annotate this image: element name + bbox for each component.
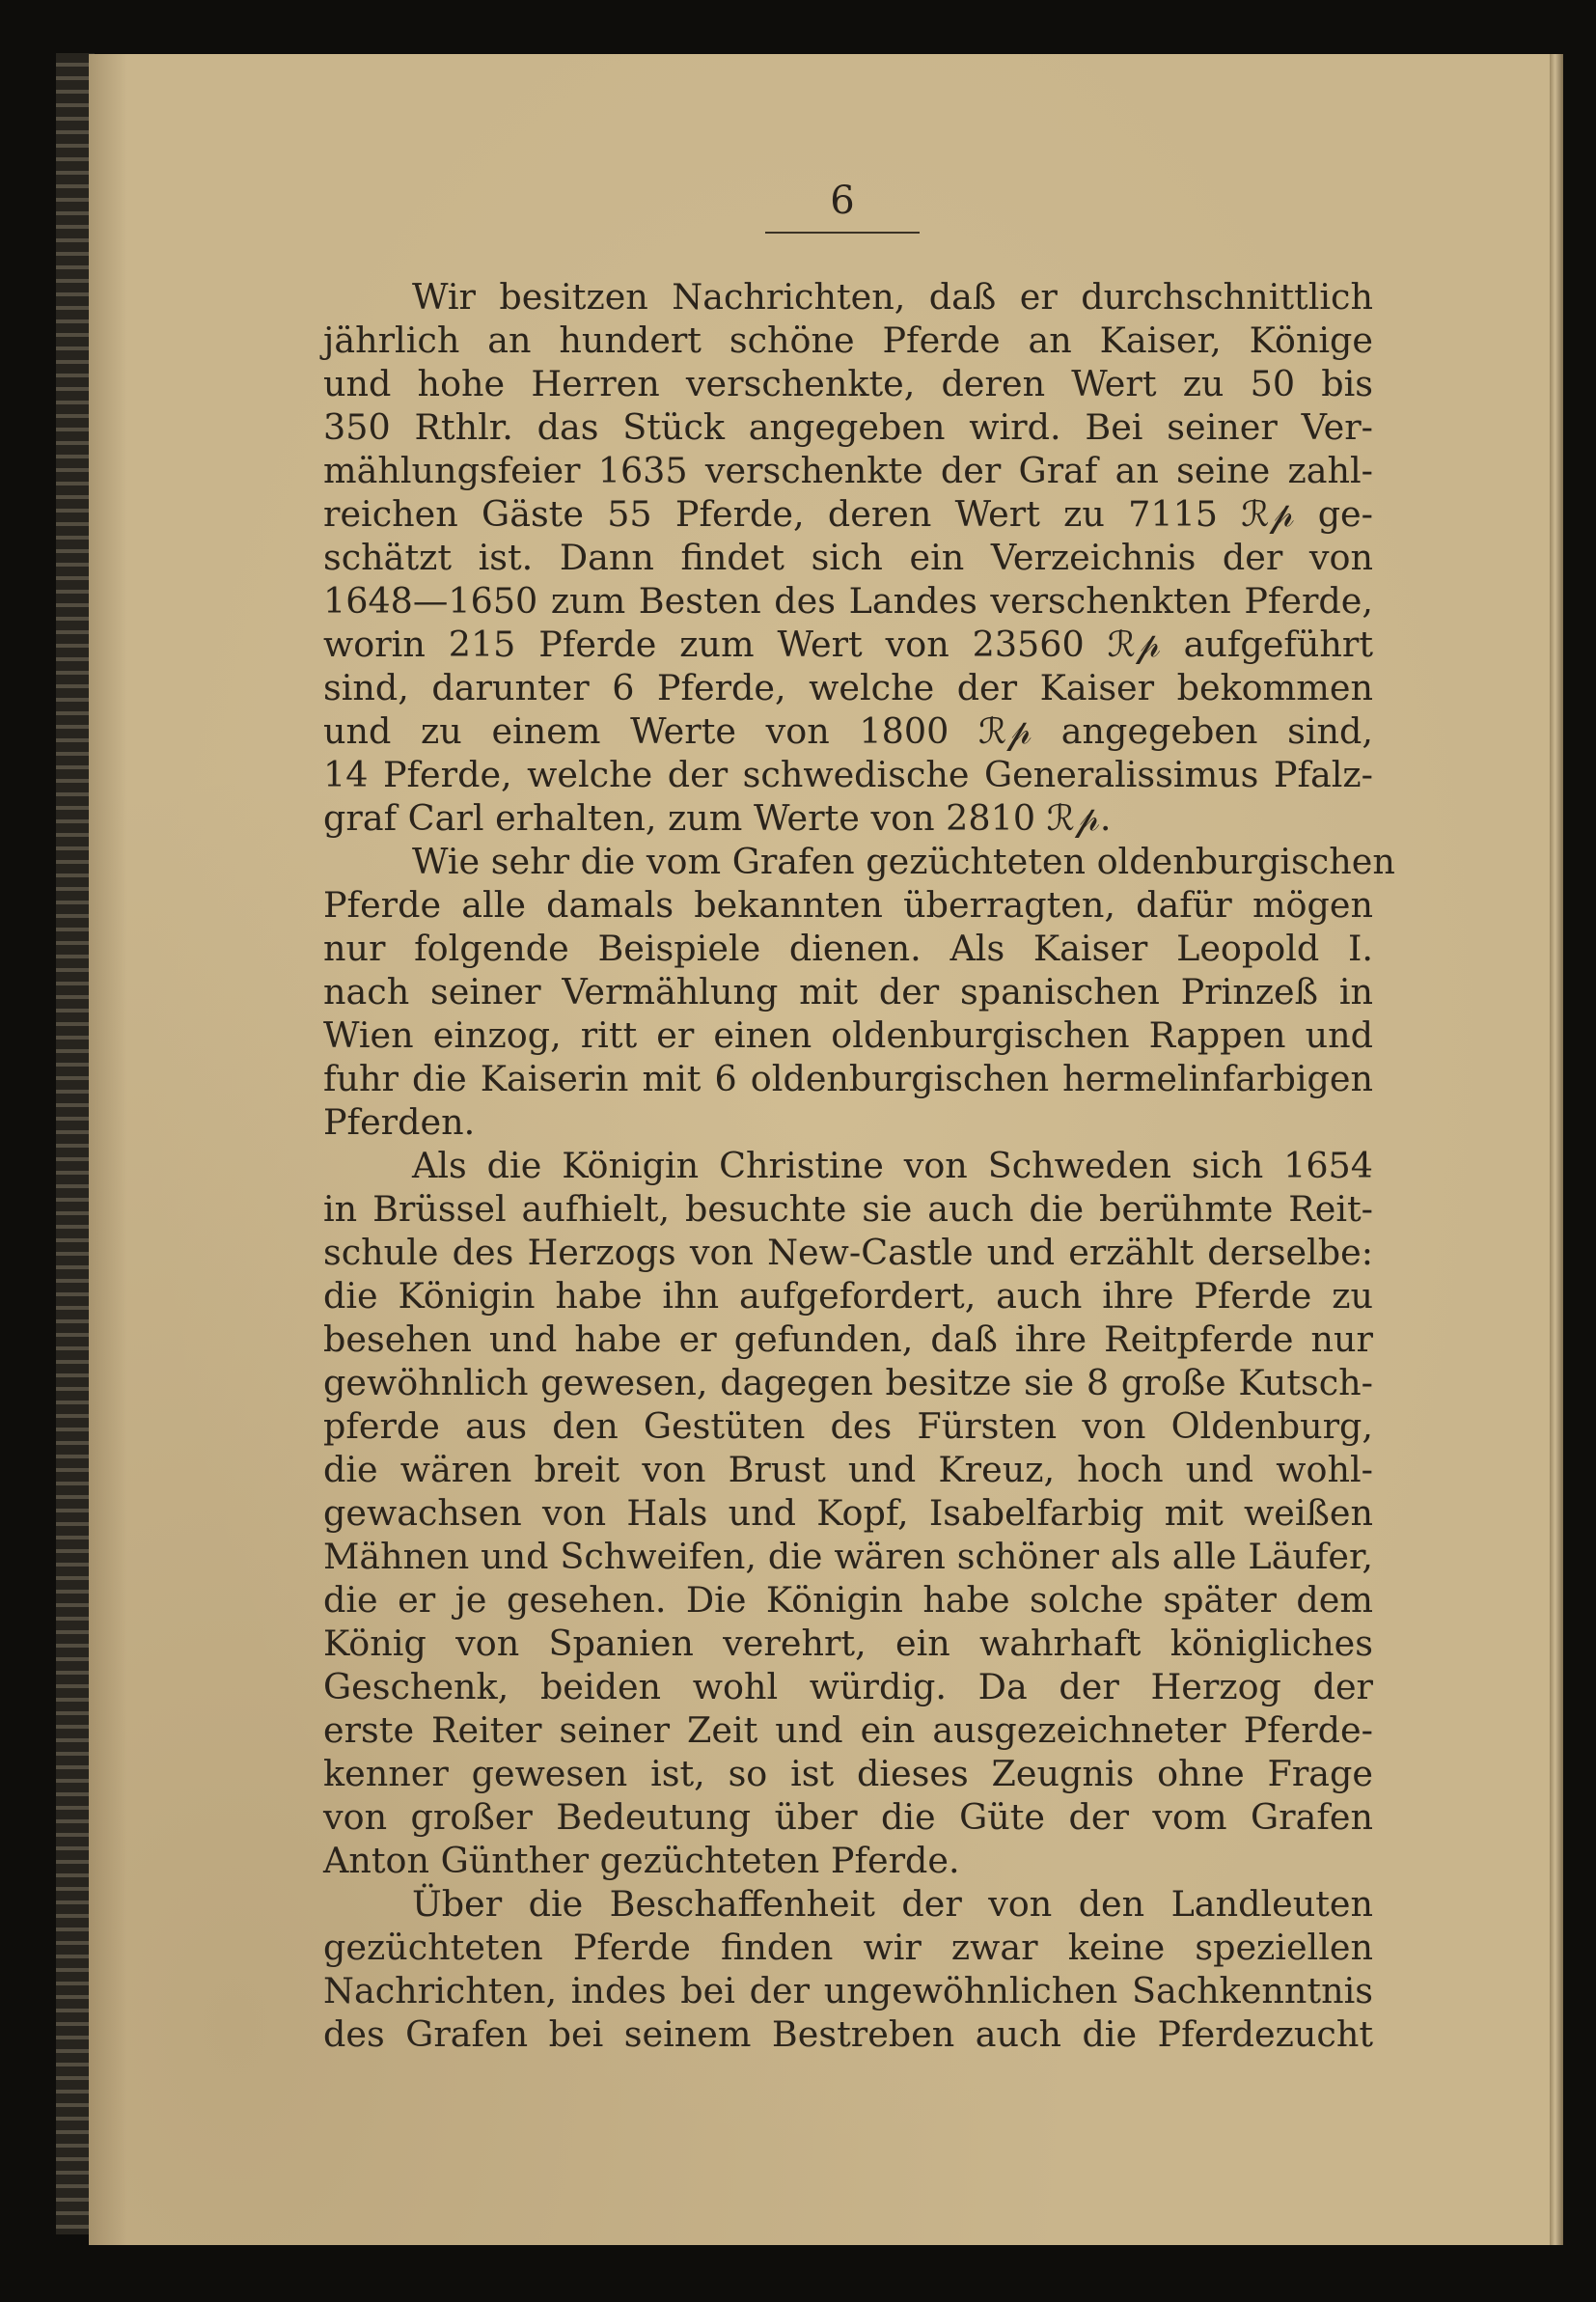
text-line: 350 Rthlr. das Stück angegeben wird. Bei seiner Ver- [323, 406, 1373, 448]
text-line: graf Carl erhalten, zum Werte von 2810 ℛ𝓅. [323, 797, 1112, 839]
text-line: nach seiner Vermählung mit der spanischen Prinzeß in [323, 971, 1373, 1012]
text-line: worin 215 Pferde zum Wert von 23560 ℛ𝓅 aufgeführt [323, 624, 1373, 665]
text-line: jährlich an hundert schöne Pferde an Kaiser, Könige [323, 319, 1373, 361]
page-number: 6 [830, 179, 855, 223]
text-line: gewöhnlich gewesen, dagegen besitze sie 8 große Kutsch- [323, 1362, 1373, 1403]
paragraph [323, 275, 1373, 840]
text-line: und zu einem Werte von 1800 ℛ𝓅 angegeben sind, [323, 710, 1373, 752]
text-line: fuhr die Kaiserin mit 6 oldenburgischen hermelinfarbigen [323, 1058, 1373, 1099]
text-line: kenner gewesen ist, so ist dieses Zeugnis ohne Frage [323, 1753, 1373, 1794]
text-line: in Brüssel aufhielt, besuchte sie auch die berühmte Reit- [323, 1188, 1373, 1230]
text-line: von großer Bedeutung über die Güte der vom Grafen [323, 1796, 1373, 1838]
text-line: gezüchteten Pferde finden wir zwar keine speziellen [323, 1927, 1373, 1968]
text-line: Anton Günther gezüchteten Pferde. [323, 1840, 960, 1881]
text-line: die wären breit von Brust und Kreuz, hoch und wohl- [323, 1449, 1373, 1490]
text-line: Pferden. [323, 1101, 476, 1143]
text-line: Als die Königin Christine von Schweden sich 1654 [412, 1145, 1373, 1186]
text-line: 1648—1650 zum Besten des Landes verschenkten Pferde, [323, 580, 1373, 622]
text-line: Über die Beschaffenheit der von den Landleuten [412, 1883, 1373, 1925]
text-line: gewachsen von Hals und Kopf, Isabelfarbig mit weißen [323, 1492, 1373, 1534]
text-line: Wien einzog, ritt er einen oldenburgischen Rappen und [323, 1014, 1373, 1056]
text-line: 14 Pferde, welche der schwedische Generalissimus Pfalz- [323, 754, 1373, 795]
text-line: die Königin habe ihn aufgefordert, auch ihre Pferde zu [323, 1275, 1373, 1317]
text-line: Wie sehr die vom Grafen gezüchteten oldenburgischen [412, 841, 1395, 882]
text-line: Geschenk, beiden wohl würdig. Da der Herzog der [323, 1666, 1373, 1707]
text-line: mählungsfeier 1635 verschenkte der Graf an seine zahl- [323, 450, 1373, 491]
paragraph [323, 1144, 1373, 1882]
page-edge [1550, 54, 1563, 2245]
text-line: die er je gesehen. Die Königin habe solche später dem [323, 1579, 1373, 1621]
text-line: nur folgende Beispiele dienen. Als Kaiser Leopold I. [323, 928, 1373, 969]
text-line: des Grafen bei seinem Bestreben auch die Pferdezucht [323, 2013, 1373, 2055]
text-line: schule des Herzogs von New-Castle und erzählt derselbe: [323, 1232, 1373, 1273]
text-line: erste Reiter seiner Zeit und ein ausgezeichneter Pferde- [323, 1709, 1373, 1751]
paragraph [323, 1882, 1373, 2056]
text-line: und hohe Herren verschenkte, deren Wert zu 50 bis [323, 363, 1373, 404]
body-text [323, 275, 1395, 2056]
page-number-rule [765, 232, 920, 234]
text-line: Wir besitzen Nachrichten, daß er durchschnittlich [412, 276, 1373, 318]
text-line: sind, darunter 6 Pferde, welche der Kaiser bekommen [323, 667, 1373, 708]
text-line: König von Spanien verehrt, ein wahrhaft königliches [323, 1622, 1373, 1664]
text-line: schätzt ist. Dann findet sich ein Verzeichnis der von [323, 537, 1373, 578]
text-line: Mähnen und Schweifen, die wären schöner als alle Läufer, [323, 1536, 1373, 1577]
text-line: reichen Gäste 55 Pferde, deren Wert zu 7115 ℛ𝓅 ge- [323, 493, 1373, 535]
text-line: pferde aus den Gestüten des Fürsten von Oldenburg, [323, 1405, 1373, 1447]
paragraph [323, 840, 1395, 1144]
text-line: Pferde alle damals bekannten überragten, dafür mögen [323, 884, 1373, 926]
text-line: besehen und habe er gefunden, daß ihre Reitpferde nur [323, 1318, 1373, 1360]
text-line: Nachrichten, indes bei der ungewöhnlichen Sachkenntnis [323, 1970, 1373, 2011]
